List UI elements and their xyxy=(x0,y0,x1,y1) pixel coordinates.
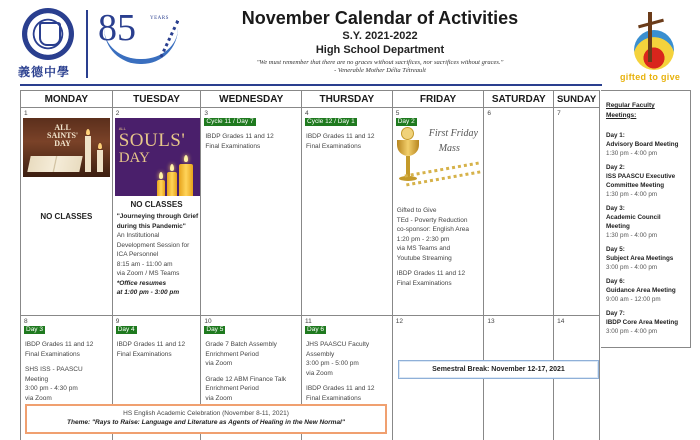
event-line: co-sponsor: English Area xyxy=(396,226,469,233)
day-cell-1 xyxy=(21,108,113,316)
meeting-entry-day2 xyxy=(606,163,675,199)
day-cell-7 xyxy=(554,108,599,316)
celebration-theme: Theme: "Rays to Raise: Language and Literature as Agents of Healing in the New Normal" xyxy=(67,419,345,426)
meeting-name: Guidance Area Meeting xyxy=(606,287,676,294)
office-note: *Office resumes xyxy=(116,279,167,287)
candle-icon xyxy=(157,180,165,196)
event-line: via Zoom xyxy=(25,394,52,402)
sun-icon xyxy=(634,30,674,70)
day-number: 1 xyxy=(24,110,28,117)
meeting-time: 1:30 pm - 4:00 pm xyxy=(606,191,658,198)
day-number: 9 xyxy=(115,318,120,325)
day-cell-3 xyxy=(201,108,302,316)
chalice-icon xyxy=(397,140,419,156)
event-line: JHS PAASCU Faculty xyxy=(306,341,370,348)
meeting-name: ISS PAASCU Executive xyxy=(606,173,676,180)
day-number: 13 xyxy=(487,318,495,325)
event-line: Gifted to Give xyxy=(396,207,437,214)
cycle-badge-wrap xyxy=(396,118,417,126)
weekday-tuesday: TUESDAY xyxy=(113,91,202,108)
cycle-badge: Cycle 11 / Day 7 xyxy=(206,118,254,125)
event-details xyxy=(117,340,185,359)
meeting-day: Day 5: xyxy=(606,246,625,253)
cycle-badge: Day 5 xyxy=(206,326,224,333)
meeting-name: Advisory Board Meeting xyxy=(606,141,679,148)
cycle-badge: Day 2 xyxy=(397,118,415,125)
first-friday-mass-image xyxy=(395,126,482,196)
event-line: Meeting xyxy=(25,375,49,383)
day-number: 14 xyxy=(557,318,565,325)
event-line: IBDP Grades 11 and 12 xyxy=(306,133,375,140)
cycle-badge: Day 3 xyxy=(26,326,43,333)
meeting-time: 9:00 am - 12:00 pm xyxy=(606,296,661,303)
meeting-entry-day3 xyxy=(606,204,661,240)
meeting-name: Committee Meeting xyxy=(606,182,665,189)
day-cell-6 xyxy=(484,108,554,316)
day-number: 7 xyxy=(557,110,561,117)
meeting-name: IBDP Core Area Meeting xyxy=(606,319,679,326)
event-details xyxy=(205,132,273,151)
event-line: An Institutional xyxy=(116,232,160,239)
event-line: via Zoom xyxy=(205,394,233,402)
meeting-entry-day5 xyxy=(606,245,673,272)
panel-heading xyxy=(606,101,655,120)
event-line: Final Examinations xyxy=(396,279,452,287)
event-line: TEd - Poverty Reduction xyxy=(396,216,468,224)
meeting-day: Day 7: xyxy=(606,310,625,317)
gifted-to-give-text: gifted to give xyxy=(620,72,681,82)
school-chinese-name: 義德中學 xyxy=(18,65,71,79)
day-cell-5 xyxy=(393,108,485,316)
weekday-friday: FRIDAY xyxy=(393,91,485,108)
event-line: Grade 7 Batch Assembly xyxy=(205,341,277,348)
day-number: 4 xyxy=(305,110,309,117)
event-line: SHS ISS - PAASCU xyxy=(25,366,83,373)
cycle-badge: Day 4 xyxy=(117,326,135,333)
img-text: DAY xyxy=(54,139,71,148)
cross-icon xyxy=(648,12,652,62)
meeting-name: Meeting xyxy=(606,223,630,230)
quote-author: - Venerable Mother Délia Tétreault xyxy=(334,67,426,74)
school-year: S.Y. 2021-2022 xyxy=(342,30,418,42)
anniversary-number: 85 xyxy=(98,7,136,49)
weekday-thursday: THURSDAY xyxy=(302,91,393,108)
meeting-entry-day7 xyxy=(606,309,678,336)
img-text: SOULS' xyxy=(118,130,186,151)
day-number: 5 xyxy=(395,110,400,117)
day-number: 10 xyxy=(204,318,212,325)
event-details xyxy=(397,206,469,288)
candle-icon xyxy=(85,136,91,172)
weekday-saturday: SATURDAY xyxy=(484,91,554,108)
semestral-break-banner: Semestral Break: November 12-17, 2021 xyxy=(398,360,599,379)
day-number: 2 xyxy=(115,110,120,117)
event-line: IBDP Grades 11 and 12 xyxy=(306,385,375,392)
cycle-badge-wrap xyxy=(204,118,255,126)
weekday-sunday: SUNDAY xyxy=(554,91,599,108)
anniversary-label: YEARS xyxy=(150,16,169,21)
cycle-badge-wrap xyxy=(305,326,326,334)
event-details xyxy=(205,340,286,403)
faculty-meetings-panel xyxy=(601,90,691,348)
school-seal-logo xyxy=(22,8,74,60)
meeting-name: Academic Council xyxy=(606,214,661,221)
page-title: November Calendar of Activities xyxy=(241,8,519,28)
week-row-1 xyxy=(21,108,599,316)
meeting-time: 3:00 pm - 4:00 pm xyxy=(606,328,658,335)
event-line: Development Session for xyxy=(116,241,190,249)
host-icon xyxy=(401,127,414,140)
weekday-monday: MONDAY xyxy=(21,91,113,108)
event-line: IBDP Grades 11 and 12 xyxy=(396,270,466,277)
calendar-grid xyxy=(20,90,600,440)
event-line: Final Examinations xyxy=(25,350,80,358)
day-number: 12 xyxy=(395,318,403,325)
candle-icon xyxy=(97,150,103,172)
flame-icon xyxy=(98,143,102,149)
cycle-badge-wrap xyxy=(305,118,357,126)
office-note: at 1:00 pm - 3:00 pm xyxy=(116,289,180,296)
event-line: IBDP Grades 11 and 12 xyxy=(25,341,94,348)
all-saints-day-image xyxy=(23,118,110,177)
panel-heading-line: Meetings: xyxy=(606,111,637,119)
img-text: ALL xyxy=(118,126,126,131)
event-line: IBDP Grades 11 and 12 xyxy=(116,341,186,348)
flame-icon xyxy=(184,155,188,162)
meeting-entry-day1 xyxy=(606,131,678,158)
img-text: SAINTS' xyxy=(47,131,79,140)
day-number: 6 xyxy=(487,110,492,117)
day-number: 11 xyxy=(305,318,312,325)
event-line: Assembly xyxy=(306,350,335,358)
page-header xyxy=(0,0,700,88)
open-book-icon xyxy=(27,156,82,172)
weekday-wednesday: WEDNESDAY xyxy=(201,91,302,108)
img-text: First Friday xyxy=(428,128,478,139)
celebration-title: HS English Academic Celebration (November 8-11, 2021) xyxy=(123,410,289,417)
event-line: via Zoom xyxy=(306,369,333,377)
all-souls-day-image xyxy=(115,118,200,196)
event-line: Final Examinations xyxy=(116,350,172,358)
meeting-day: Day 6: xyxy=(606,278,625,285)
event-line: Final Examinations xyxy=(306,394,361,402)
cycle-badge-wrap xyxy=(204,326,225,334)
event-line: Youtube Streaming xyxy=(396,254,452,262)
event-line: ICA Personnel xyxy=(116,251,159,258)
wheat-icon xyxy=(404,162,480,187)
academic-celebration-banner xyxy=(25,404,387,434)
event-title: "Journeying through Grief during this Pandemic" xyxy=(116,213,199,230)
weekday-header-row xyxy=(21,91,599,108)
header-divider xyxy=(86,10,88,78)
event-line: 3:00 pm - 4:30 pm xyxy=(25,385,78,392)
flame-icon xyxy=(170,164,174,171)
no-classes-label: NO CLASSES xyxy=(130,200,183,209)
event-details xyxy=(25,340,93,403)
meeting-entry-day6 xyxy=(606,277,676,304)
img-text: Mass xyxy=(438,143,460,154)
event-line: Enrichment Period xyxy=(205,385,259,392)
quote: "We must remember that there are no graces without sacrifices, nor sacrifices without graces." xyxy=(256,59,504,66)
day-cell-2 xyxy=(113,108,202,316)
event-line: via Zoom / MS Teams xyxy=(116,270,180,277)
header-rule xyxy=(20,84,602,86)
all-saints-title xyxy=(47,124,78,148)
cycle-badge: Cycle 12 / Day 1 xyxy=(307,118,355,125)
event-details xyxy=(306,132,374,151)
img-text: ALL xyxy=(54,123,71,132)
event-line: Enrichment Period xyxy=(205,350,259,358)
event-line: Final Examinations xyxy=(306,142,361,150)
event-line: Final Examinations xyxy=(205,142,261,150)
event-line: Grade 12 ABM Finance Talk xyxy=(205,375,287,383)
meeting-name: Subject Area Meetings xyxy=(606,255,674,262)
day-cell-4 xyxy=(302,108,393,316)
cycle-badge-wrap xyxy=(24,326,45,334)
no-classes-label: NO CLASSES xyxy=(40,212,93,221)
department: High School Department xyxy=(315,44,445,56)
event-line: 1:20 pm - 2:30 pm xyxy=(396,235,450,243)
candle-icon xyxy=(179,164,193,196)
cycle-badge-wrap xyxy=(116,326,137,334)
event-line: 8:15 am - 11:00 am xyxy=(116,260,173,268)
flame-icon xyxy=(86,129,90,135)
panel-heading-line: Regular Faculty xyxy=(606,102,655,109)
flame-icon xyxy=(159,172,163,179)
event-line: via MS Teams and xyxy=(396,245,451,252)
img-text: DAY xyxy=(118,150,150,166)
meeting-day: Day 3: xyxy=(606,205,625,212)
meeting-time: 3:00 pm - 4:00 pm xyxy=(606,264,658,271)
event-details xyxy=(306,340,374,403)
day-number: 3 xyxy=(204,110,208,117)
meeting-day: Day 1: xyxy=(606,132,625,139)
event-line: 3:00 pm - 5:00 pm xyxy=(306,360,359,367)
event-details xyxy=(117,212,201,298)
meeting-time: 1:30 pm - 4:00 pm xyxy=(606,150,658,157)
candle-icon xyxy=(167,172,177,196)
event-line: via Zoom xyxy=(205,360,233,367)
gifted-to-give-logo xyxy=(618,8,690,88)
cycle-badge: Day 6 xyxy=(307,326,325,333)
day-number: 8 xyxy=(24,318,28,325)
meeting-day: Day 2: xyxy=(606,164,625,171)
event-line: IBDP Grades 11 and 12 xyxy=(205,133,274,140)
meeting-time: 1:30 pm - 4:00 pm xyxy=(606,232,658,239)
